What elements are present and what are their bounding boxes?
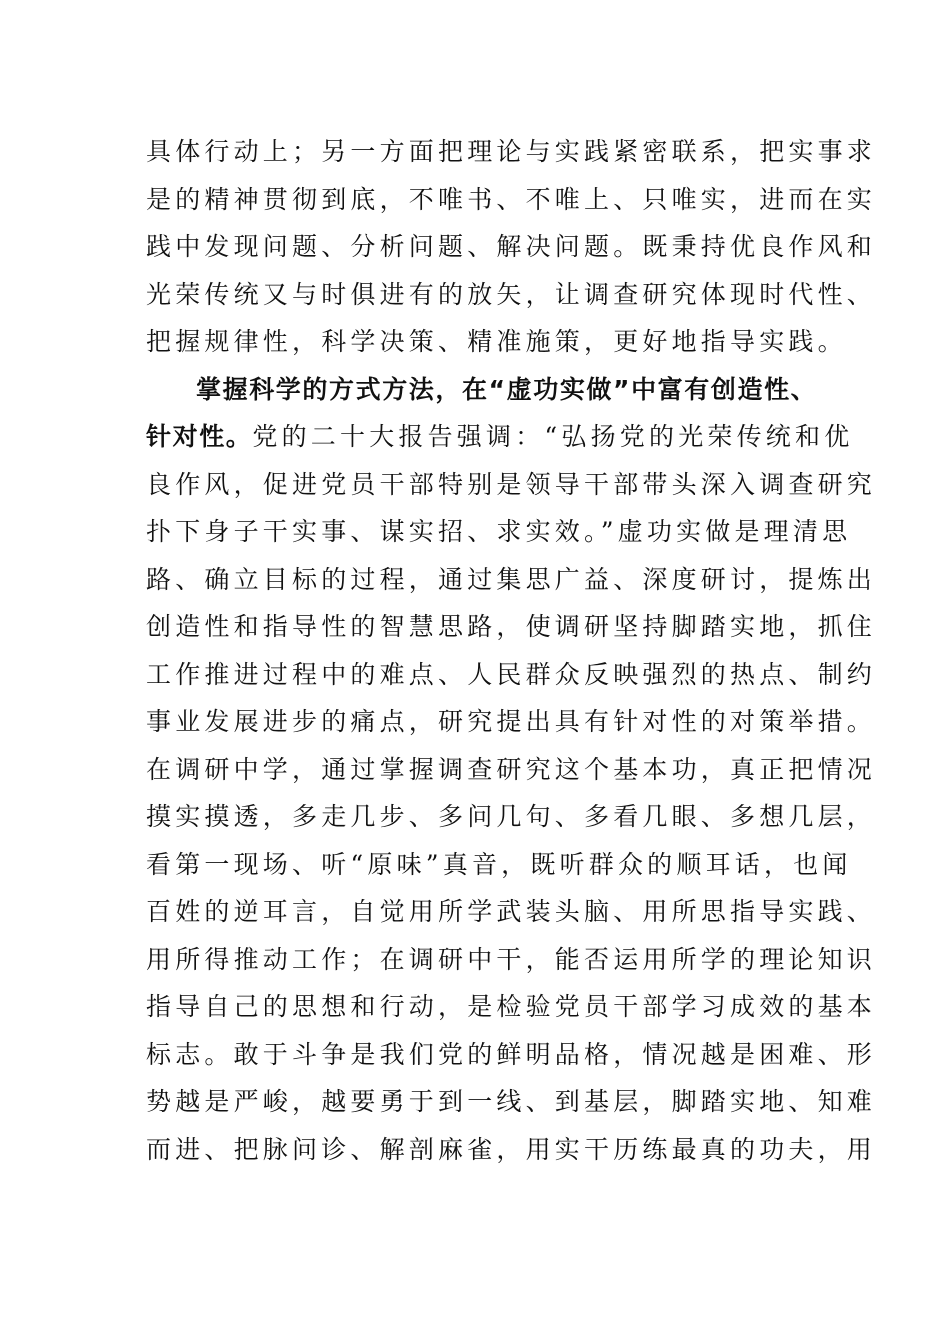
text-line: 在调研中学，通过掌握调查研究这个基本功，真正把情况 <box>146 754 877 784</box>
text-line: 具体行动上；另一方面把理论与实践紧密联系，把实事求 <box>146 137 877 166</box>
text-line <box>146 413 854 461</box>
section-heading-line <box>146 366 826 414</box>
text-line: 创造性和指导性的智慧思路，使调研坚持脚踏实地，抓住 <box>146 612 877 641</box>
text-line: 摸实摸透，多走几步、多问几句、多看几眼、多想几层， <box>146 802 877 831</box>
text-line: 光荣传统又与时俱进有的放矢，让调查研究体现时代性、 <box>146 279 877 309</box>
text-line: 践中发现问题、分析问题、解决问题。既秉持优良作风和 <box>146 232 877 261</box>
paragraph-1 <box>146 128 877 366</box>
text-line: 用所得推动工作；在调研中干，能否运用所学的理论知识 <box>146 944 877 974</box>
text-line: 工作推进过程中的难点、人民群众反映强烈的热点、制约 <box>146 659 877 689</box>
text-line: 指导自己的思想和行动，是检验党员干部学习成效的基本 <box>146 992 877 1021</box>
document-body <box>146 128 877 1173</box>
text-line: 看第一现场、听“原味”真音，既听群众的顺耳话，也闻 <box>146 849 852 879</box>
paragraph-2 <box>146 366 877 1174</box>
text-line: 而进、把脉问诊、解剖麻雀，用实干历练最真的功夫，用 <box>146 1134 877 1164</box>
text-line: 事业发展进步的痛点，研究提出具有针对性的对策举措。 <box>146 707 877 736</box>
text-line: 路、确立目标的过程，通过集思广益、深度研讨，提炼出 <box>146 564 877 594</box>
text-line: 百姓的逆耳言，自觉用所学武装头脑、用所思指导实践、 <box>146 897 877 926</box>
text-line: 势越是严峻，越要勇于到一线、到基层，脚踏实地、知难 <box>146 1087 877 1116</box>
text-line-rest: 党的二十大报告强调：“弘扬党的光荣传统和优 <box>252 422 854 451</box>
text-line: 标志。敢于斗争是我们党的鲜明品格，情况越是困难、形 <box>146 1039 877 1069</box>
section-heading: 掌握科学的方式方法，在“虚功实做”中富有创造性、 <box>196 374 818 404</box>
text-line: 把握规律性，科学决策、精准施策，更好地指导实践。 <box>146 327 847 356</box>
text-line: 扑下身子干实事、谋实招、求实效。”虚功实做是理清思 <box>146 517 852 546</box>
text-line: 是的精神贯彻到底，不唯书、不唯上、只唯实，进而在实 <box>146 184 877 214</box>
text-line: 良作风，促进党员干部特别是领导干部带头深入调查研究 <box>146 469 877 499</box>
section-heading-continued: 针对性。 <box>146 422 253 451</box>
